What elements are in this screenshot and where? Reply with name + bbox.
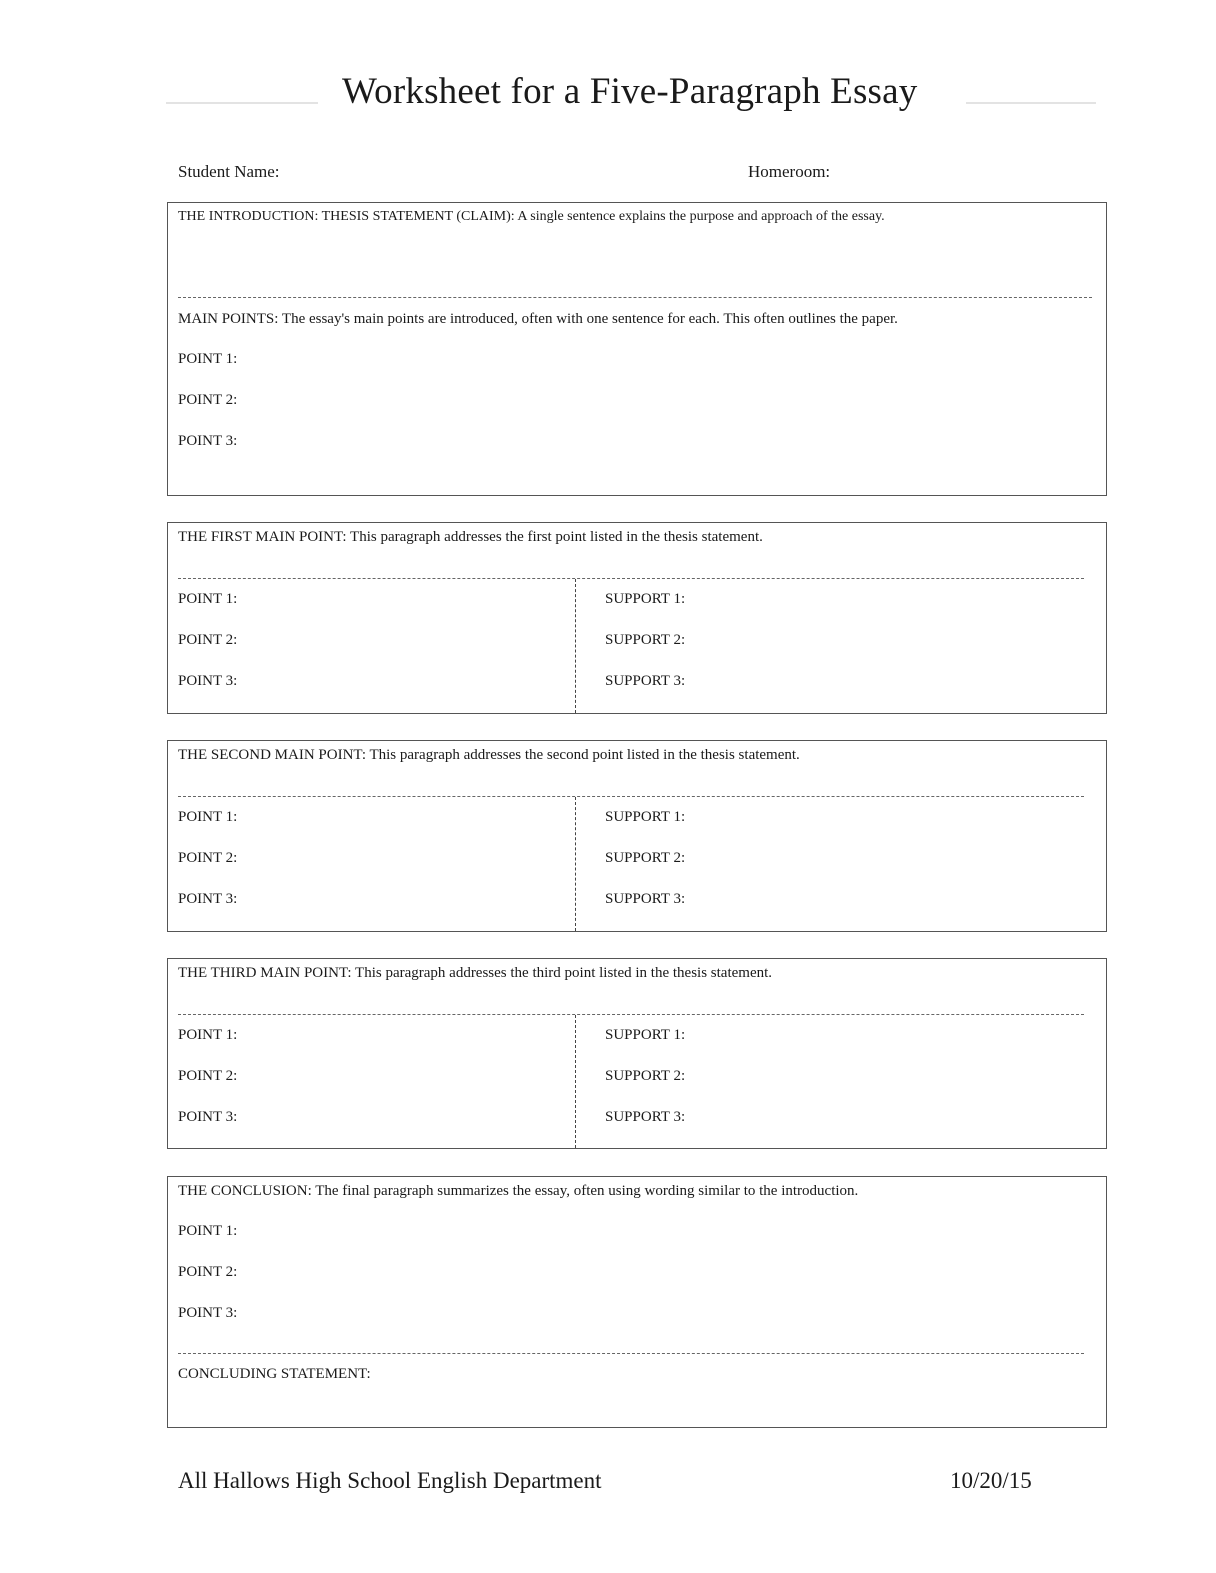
second-support-3: SUPPORT 3: — [605, 891, 686, 907]
second-support-2: SUPPORT 2: — [605, 850, 686, 866]
homeroom-label: Homeroom: — [748, 162, 831, 181]
conclusion-divider — [178, 1353, 1084, 1354]
second-main-point-box — [167, 740, 1107, 932]
first-divider — [178, 578, 1084, 579]
second-point-3: POINT 3: — [178, 891, 238, 907]
conclusion-point-2: POINT 2: — [178, 1264, 238, 1280]
title-rule-right — [966, 102, 1096, 104]
title-rule-left — [166, 102, 318, 104]
first-point-1: POINT 1: — [178, 591, 238, 607]
third-divider — [178, 1014, 1084, 1015]
third-point-3: POINT 3: — [178, 1109, 238, 1125]
third-support-2: SUPPORT 2: — [605, 1068, 686, 1084]
third-main-point-heading: THE THIRD MAIN POINT: This paragraph addresses the third point listed in the thesis statement. — [178, 965, 773, 981]
first-column-divider — [575, 579, 576, 713]
second-point-2: POINT 2: — [178, 850, 238, 866]
concluding-statement-label: CONCLUDING STATEMENT: — [178, 1366, 371, 1382]
page-title: Worksheet for a Five-Paragraph Essay — [342, 71, 918, 112]
main-points-text: MAIN POINTS: The essay's main points are introduced, often with one sentence for each. This often outlines the paper. — [178, 311, 898, 327]
third-point-2: POINT 2: — [178, 1068, 238, 1084]
second-point-1: POINT 1: — [178, 809, 238, 825]
footer-date: 10/20/15 — [950, 1468, 1032, 1493]
second-divider — [178, 796, 1084, 797]
conclusion-box — [167, 1176, 1107, 1428]
intro-point-3: POINT 3: — [178, 433, 238, 449]
third-column-divider — [575, 1015, 576, 1148]
third-support-1: SUPPORT 1: — [605, 1027, 686, 1043]
first-point-3: POINT 3: — [178, 673, 238, 689]
intro-point-1: POINT 1: — [178, 351, 238, 367]
introduction-divider — [178, 297, 1092, 298]
first-point-2: POINT 2: — [178, 632, 238, 648]
second-column-divider — [575, 797, 576, 931]
student-name-label: Student Name: — [178, 162, 280, 181]
first-support-3: SUPPORT 3: — [605, 673, 686, 689]
conclusion-point-3: POINT 3: — [178, 1305, 238, 1321]
third-main-point-box — [167, 958, 1107, 1149]
conclusion-heading: THE CONCLUSION: The final paragraph summarizes the essay, often using wording similar to the introduction. — [178, 1183, 859, 1199]
introduction-box — [167, 202, 1107, 496]
first-support-1: SUPPORT 1: — [605, 591, 686, 607]
intro-point-2: POINT 2: — [178, 392, 238, 408]
third-point-1: POINT 1: — [178, 1027, 238, 1043]
title-row — [166, 66, 1096, 126]
second-support-1: SUPPORT 1: — [605, 809, 686, 825]
first-support-2: SUPPORT 2: — [605, 632, 686, 648]
first-main-point-box — [167, 522, 1107, 714]
first-main-point-heading: THE FIRST MAIN POINT: This paragraph addresses the first point listed in the thesis statement. — [178, 529, 763, 545]
third-support-3: SUPPORT 3: — [605, 1109, 686, 1125]
second-main-point-heading: THE SECOND MAIN POINT: This paragraph addresses the second point listed in the thesis statement. — [178, 747, 800, 763]
introduction-heading: THE INTRODUCTION: THESIS STATEMENT (CLAIM): A single sentence explains the purpose and approach of the essay. — [178, 209, 885, 224]
conclusion-point-1: POINT 1: — [178, 1223, 238, 1239]
footer-department: All Hallows High School English Department — [178, 1468, 602, 1493]
